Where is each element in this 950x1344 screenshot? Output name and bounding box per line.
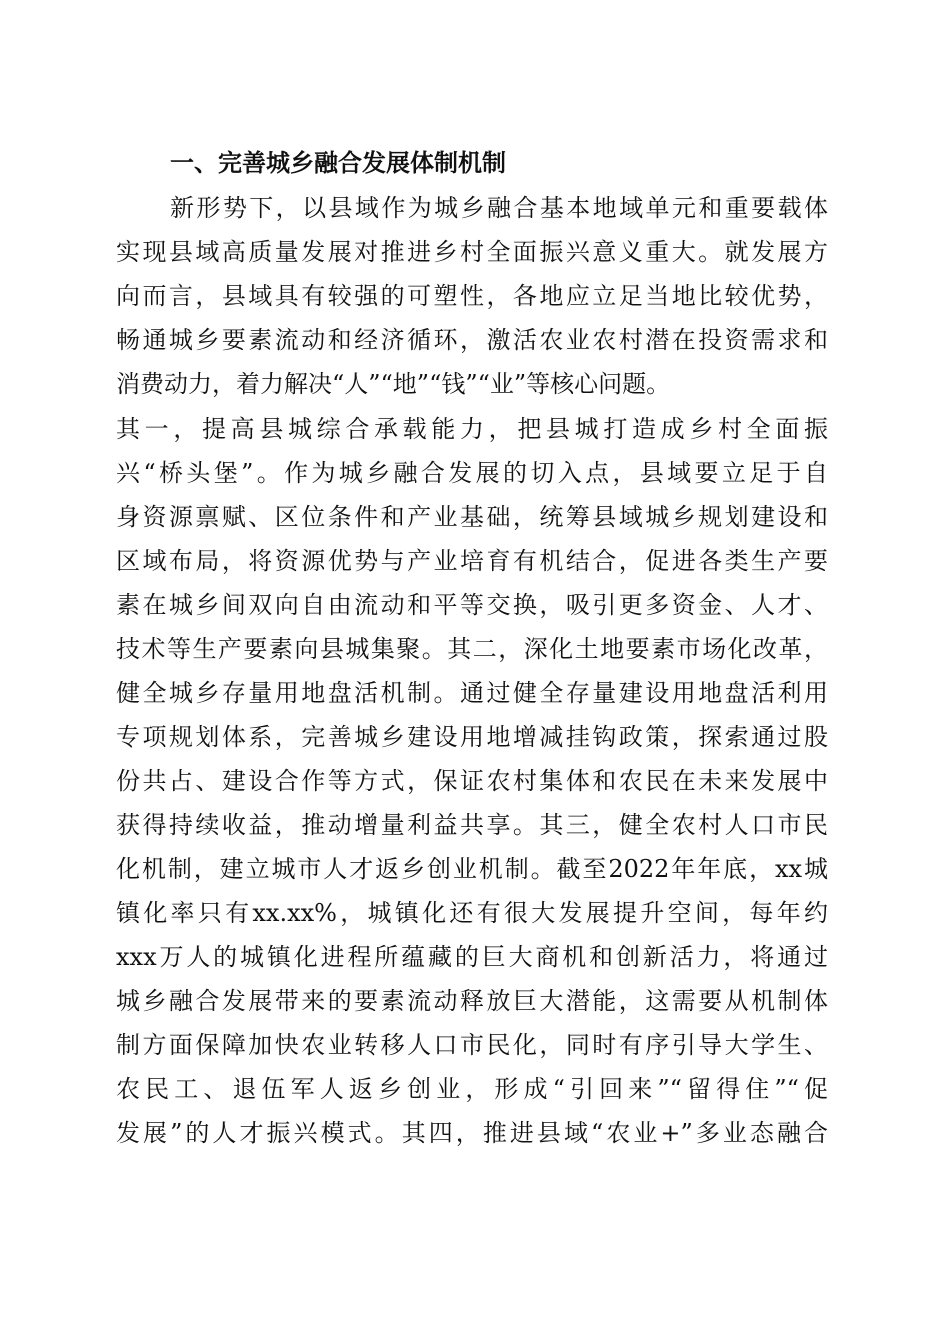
text-line: 制方面保障加快农业转移人口市民化，同时有序引导大学生、 [116, 1031, 828, 1059]
text-line: 城乡融合发展带来的要素流动释放巨大潜能，这需要从机制体 [116, 987, 828, 1015]
text-line: 消费动力，着力解决“人”“地”“钱”“业”等核心问题。 [116, 370, 671, 398]
text-line: 份共占、建设合作等方式，保证农村集体和农民在未来发展中 [116, 767, 828, 795]
text-line: 专项规划体系，完善城乡建设用地增减挂钩政策，探索通过股 [116, 723, 828, 751]
text-line: 实现县域高质量发展对推进乡村全面振兴意义重大。就发展方 [116, 238, 828, 266]
text-line: 其一，提高县城综合承载能力，把县城打造成乡村全面振 [116, 415, 828, 443]
text-line: 身资源禀赋、区位条件和产业基础，统筹县域城乡规划建设和 [116, 503, 828, 531]
text-line: xxx万人的城镇化进程所蕴藏的巨大商机和创新活力，将通过 [116, 943, 828, 971]
section-heading: 一、完善城乡融合发展体制机制 [170, 149, 506, 177]
text-line: 镇化率只有xx.xx%，城镇化还有很大发展提升空间，每年约 [116, 899, 828, 927]
text-line: 获得持续收益，推动增量利益共享。其三，健全农村人口市民 [116, 811, 828, 839]
text-line: 化机制，建立城市人才返乡创业机制。截至2022年年底，xx城 [116, 855, 828, 883]
text-line: 发展”的人才振兴模式。其四，推进县域“农业+”多业态融合 [116, 1119, 828, 1147]
text-line: 向而言，县域具有较强的可塑性，各地应立足当地比较优势， [116, 282, 828, 310]
text-line: 农民工、退伍军人返乡创业，形成“引回来”“留得住”“促 [116, 1075, 828, 1103]
text-line: 素在城乡间双向自由流动和平等交换，吸引更多资金、人才、 [116, 591, 828, 619]
text-line: 新形势下，以县域作为城乡融合基本地域单元和重要载体 [170, 194, 828, 222]
text-line: 畅通城乡要素流动和经济循环，激活农业农村潜在投资需求和 [116, 326, 828, 354]
text-line: 健全城乡存量用地盘活机制。通过健全存量建设用地盘活利用 [116, 679, 828, 707]
text-line: 技术等生产要素向县城集聚。其二，深化土地要素市场化改革， [116, 635, 828, 663]
text-line: 兴“桥头堡”。作为城乡融合发展的切入点，县域要立足于自 [116, 459, 828, 487]
text-line: 区域布局，将资源优势与产业培育有机结合，促进各类生产要 [116, 547, 828, 575]
